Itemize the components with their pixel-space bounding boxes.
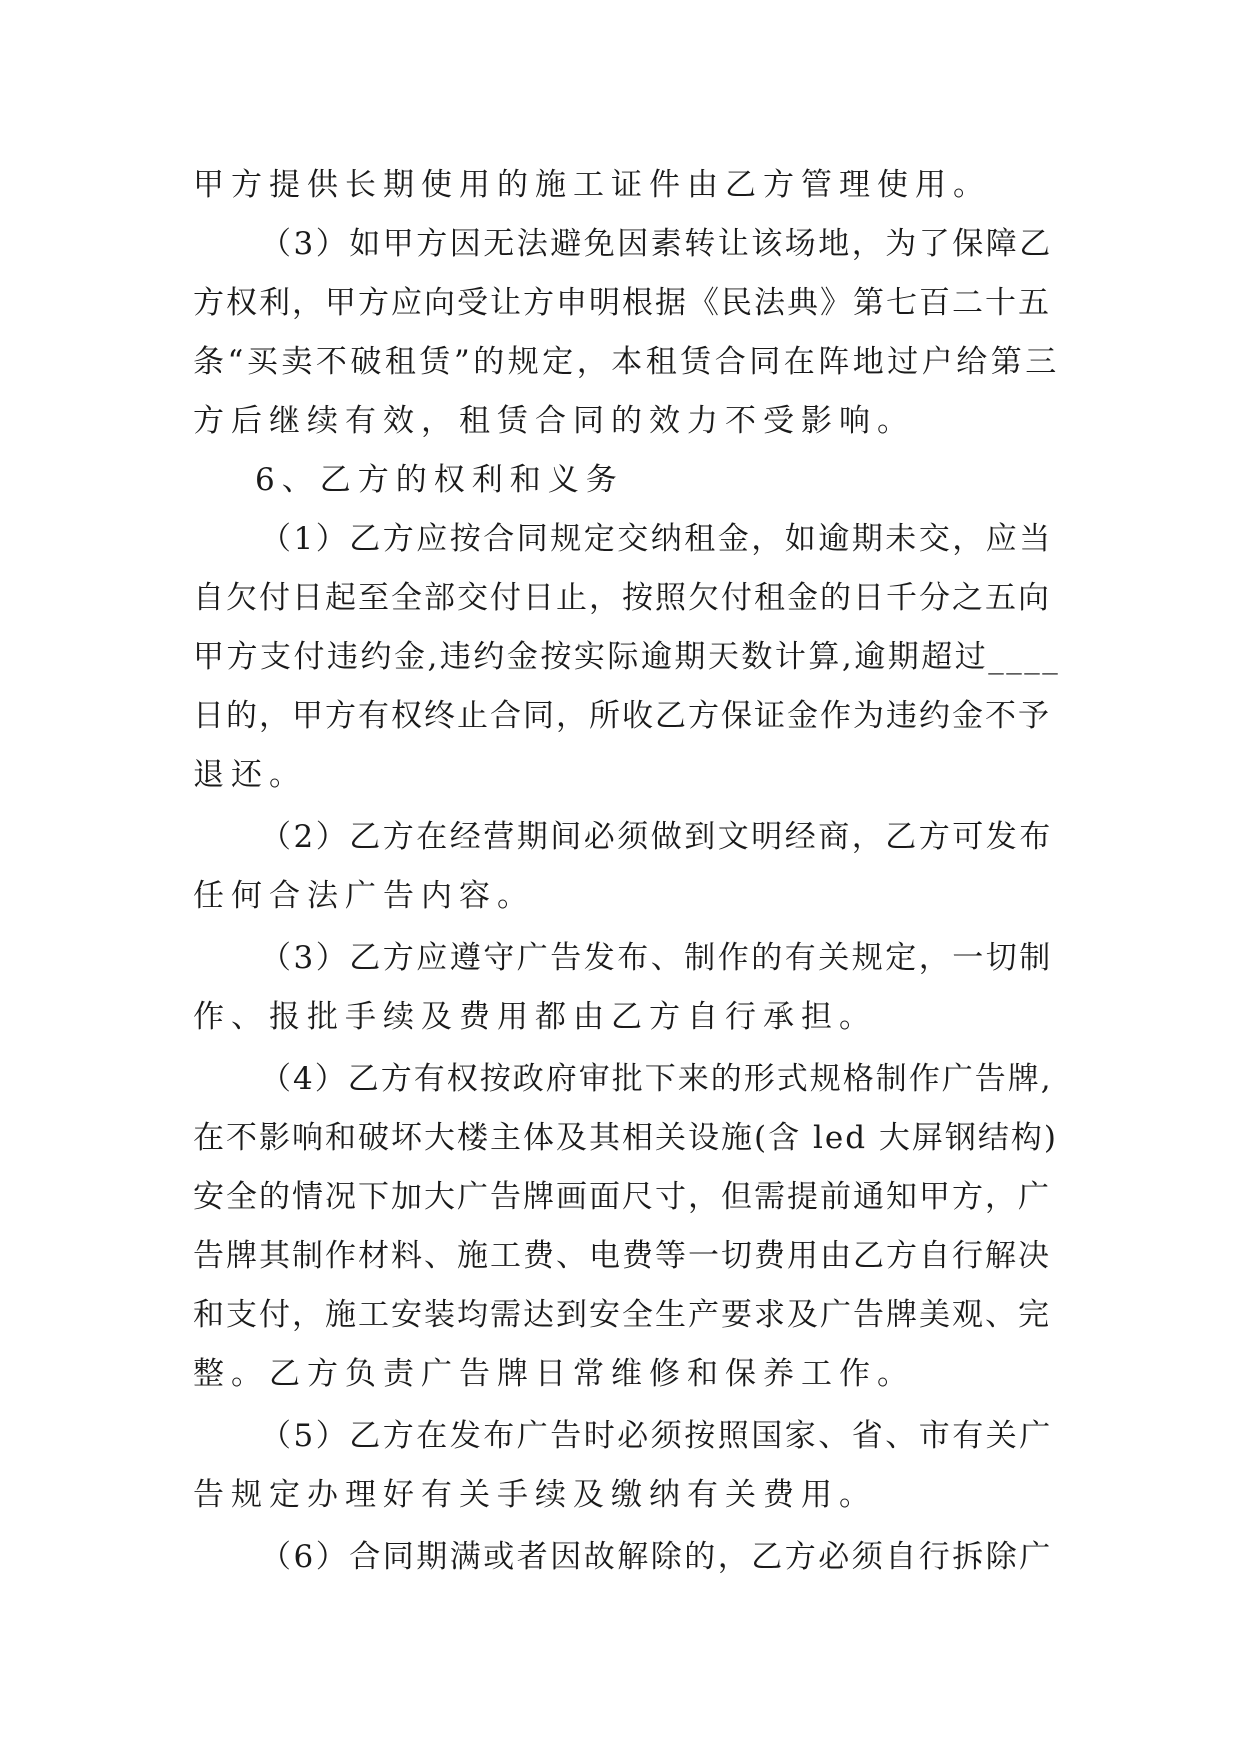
text-line: 条“买卖不破租赁”的规定，本租赁合同在阵地过户给第三: [193, 344, 1060, 380]
text-line: 作、报批手续及费用都由乙方自行承担。: [193, 999, 877, 1035]
text-line: 安全的情况下加大广告牌画面尺寸，但需提前通知甲方，广: [193, 1179, 1051, 1215]
text-line: 整。乙方负责广告牌日常维修和保养工作。: [193, 1356, 915, 1392]
text-line: （3）乙方应遵守广告发布、制作的有关规定，一切制: [260, 940, 1053, 976]
text-line: （5）乙方在发布广告时必须按照国家、省、市有关广: [260, 1418, 1053, 1454]
text-line: 6、乙方的权利和义务: [255, 462, 624, 498]
text-line: 甲方提供长期使用的施工证件由乙方管理使用。: [193, 167, 991, 203]
text-line: （4）乙方有权按政府审批下来的形式规格制作广告牌,: [260, 1061, 1053, 1097]
text-line: 方后继续有效，租赁合同的效力不受影响。: [193, 403, 915, 439]
text-line: 告规定办理好有关手续及缴纳有关费用。: [193, 1477, 877, 1513]
text-line: 自欠付日起至全部交付日止，按照欠付租金的日千分之五向: [193, 580, 1051, 616]
text-line: 在不影响和破坏大楼主体及其相关设施(含 led 大屏钢结构): [193, 1120, 1058, 1156]
text-line: 和支付，施工安装均需达到安全生产要求及广告牌美观、完: [193, 1297, 1051, 1333]
text-line: （1）乙方应按合同规定交纳租金，如逾期未交，应当: [260, 521, 1053, 557]
text-line: 日的，甲方有权终止合同，所收乙方保证金作为违约金不予: [193, 698, 1051, 734]
text-line: 甲方支付违约金,违约金按实际逾期天数计算,逾期超过____: [193, 639, 1061, 675]
text-line: 方权利，甲方应向受让方申明根据《民法典》第七百二十五: [193, 285, 1051, 321]
text-line: （3）如甲方因无法避免因素转让该场地，为了保障乙: [260, 226, 1053, 262]
text-line: （6）合同期满或者因故解除的，乙方必须自行拆除广: [260, 1539, 1053, 1575]
text-line: 告牌其制作材料、施工费、电费等一切费用由乙方自行解决: [193, 1238, 1051, 1274]
text-line: 任何合法广告内容。: [193, 878, 535, 914]
text-line: 退还。: [193, 757, 307, 793]
text-line: （2）乙方在经营期间必须做到文明经商，乙方可发布: [260, 819, 1053, 855]
